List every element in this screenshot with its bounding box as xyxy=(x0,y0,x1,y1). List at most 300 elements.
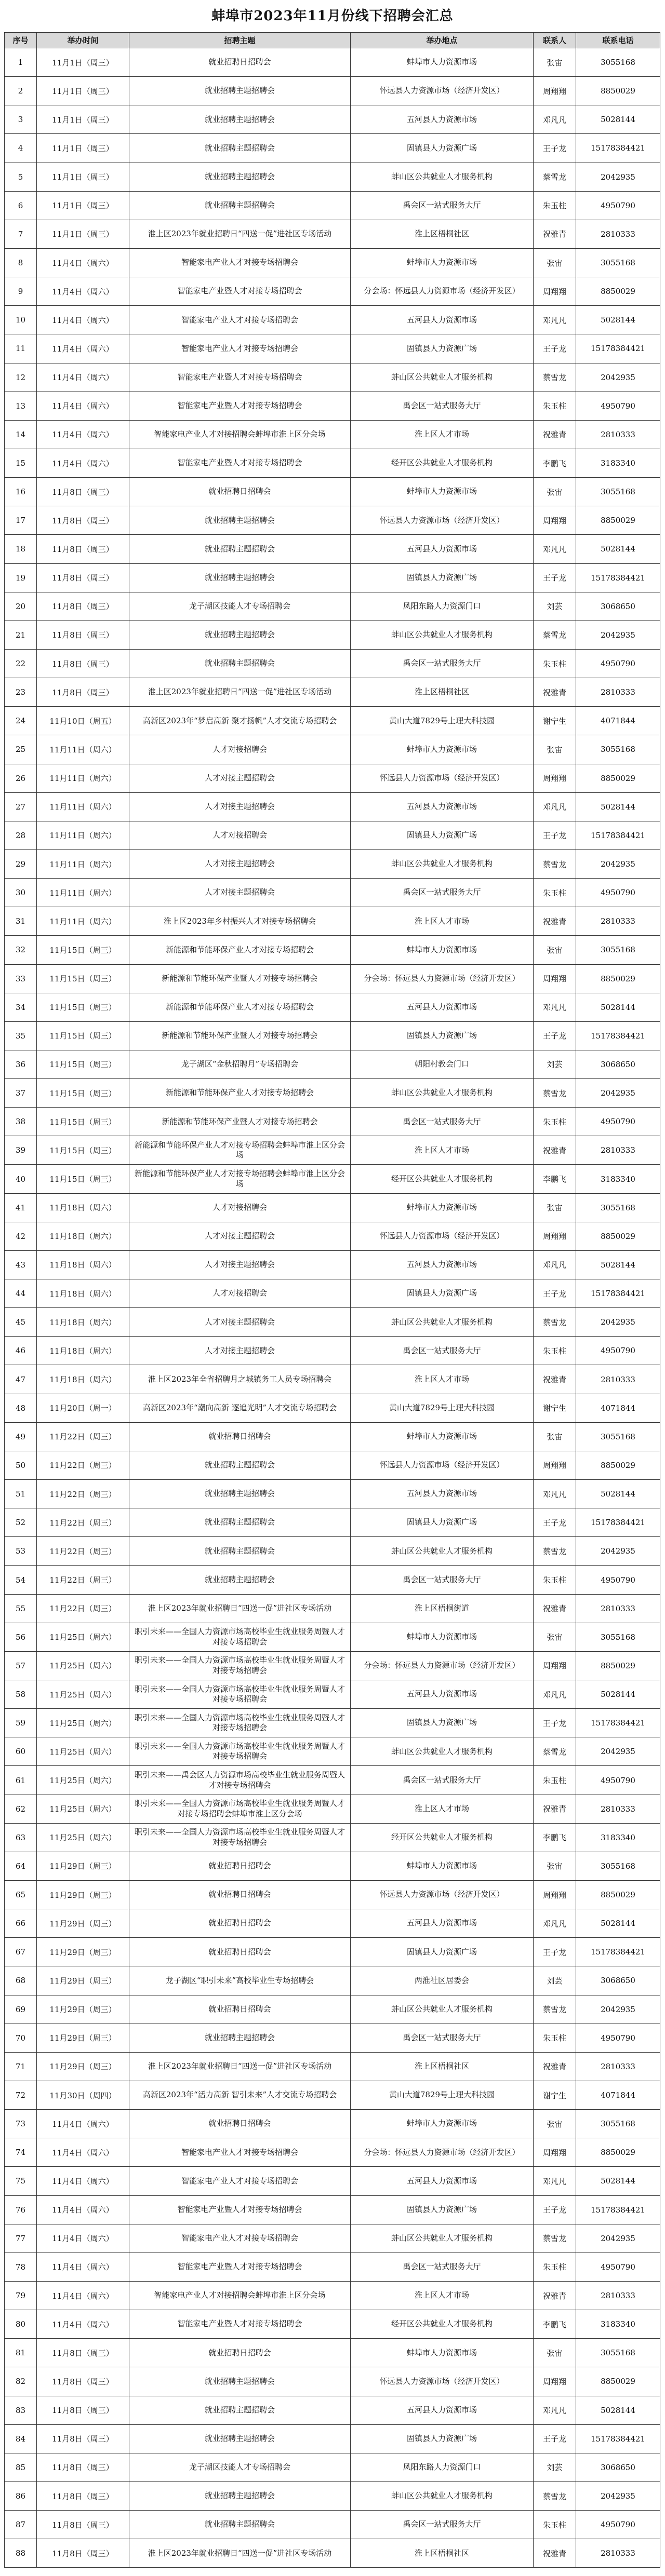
table-row xyxy=(5,2511,660,2539)
cell-phone: 2042935 xyxy=(576,1308,660,1337)
cell-venue: 怀远县人力资源市场（经济开发区） xyxy=(351,764,534,792)
cell-seq: 81 xyxy=(5,2339,37,2367)
cell-venue: 固镇县人力资源广场 xyxy=(351,1709,534,1737)
cell-seq: 36 xyxy=(5,1050,37,1078)
cell-topic: 就业招聘主题招聘会 xyxy=(129,105,351,134)
cell-time: 11月11日（周六） xyxy=(37,792,129,821)
cell-venue: 淮上区人才市场 xyxy=(351,2281,534,2310)
cell-seq: 4 xyxy=(5,134,37,163)
cell-contact: 祝雅青 xyxy=(534,1365,576,1394)
table-row xyxy=(5,1365,660,1394)
table-row xyxy=(5,535,660,563)
cell-time: 11月8日（周三） xyxy=(37,2424,129,2453)
cell-time: 11月1日（周三） xyxy=(37,134,129,163)
cell-contact: 邓凡凡 xyxy=(534,993,576,1021)
cell-time: 11月4日（周六） xyxy=(37,363,129,392)
cell-contact: 蔡雪龙 xyxy=(534,2481,576,2510)
cell-time: 11月4日（周六） xyxy=(37,420,129,449)
cell-seq: 57 xyxy=(5,1651,37,1680)
cell-time: 11月8日（周三） xyxy=(37,678,129,707)
cell-phone: 8850029 xyxy=(576,506,660,535)
table-row xyxy=(5,1651,660,1680)
cell-seq: 88 xyxy=(5,2539,37,2568)
cell-phone: 4950790 xyxy=(576,1337,660,1365)
cell-venue: 蚌山区公共就业人才服务机构 xyxy=(351,621,534,649)
table-row xyxy=(5,678,660,707)
cell-time: 11月18日（周六） xyxy=(37,1279,129,1308)
cell-contact: 张宙 xyxy=(534,48,576,77)
cell-phone: 2042935 xyxy=(576,1737,660,1766)
cell-topic: 龙子湖区“职引未来”高校毕业生专场招聘会 xyxy=(129,1966,351,1995)
cell-seq: 39 xyxy=(5,1136,37,1165)
cell-phone: 2042935 xyxy=(576,621,660,649)
cell-venue: 禹会区一站式服务大厅 xyxy=(351,1566,534,1594)
cell-topic: 淮上区2023年全省招聘月之城镇务工人员专场招聘会 xyxy=(129,1365,351,1394)
cell-time: 11月29日（周三） xyxy=(37,1966,129,1995)
cell-phone: 5028144 xyxy=(576,2396,660,2424)
cell-contact: 王子龙 xyxy=(534,134,576,163)
cell-phone: 15178384421 xyxy=(576,1279,660,1308)
cell-venue: 固镇县人力资源广场 xyxy=(351,2195,534,2224)
cell-time: 11月30日（周四） xyxy=(37,2081,129,2109)
cell-seq: 72 xyxy=(5,2081,37,2109)
cell-topic: 龙子湖区技能人才专场招聘会 xyxy=(129,592,351,621)
cell-time: 11月22日（周三） xyxy=(37,1566,129,1594)
table-row xyxy=(5,334,660,363)
cell-time: 11月29日（周三） xyxy=(37,2024,129,2052)
cell-time: 11月25日（周六） xyxy=(37,1680,129,1709)
cell-venue: 禹会区一站式服务大厅 xyxy=(351,649,534,678)
cell-venue: 禹会区一站式服务大厅 xyxy=(351,1766,534,1795)
cell-contact: 周翔翔 xyxy=(534,1881,576,1909)
cell-seq: 56 xyxy=(5,1623,37,1651)
cell-contact: 蔡雪龙 xyxy=(534,2224,576,2253)
cell-contact: 朱玉柱 xyxy=(534,1108,576,1136)
cell-venue: 淮上区梧桐社区 xyxy=(351,678,534,707)
cell-contact: 蔡雪龙 xyxy=(534,1737,576,1766)
table-row xyxy=(5,2367,660,2396)
cell-topic: 智能家电产业暨人才对接专场招聘会 xyxy=(129,2310,351,2339)
table-row xyxy=(5,2052,660,2081)
cell-time: 11月29日（周三） xyxy=(37,1938,129,1966)
cell-venue: 蚌山区公共就业人才服务机构 xyxy=(351,1995,534,2024)
cell-venue: 蚌山区公共就业人才服务机构 xyxy=(351,1737,534,1766)
cell-time: 11月20日（周一） xyxy=(37,1394,129,1422)
cell-time: 11月18日（周六） xyxy=(37,1308,129,1337)
cell-venue: 蚌埠市人力资源市场 xyxy=(351,2110,534,2138)
cell-contact: 祝雅青 xyxy=(534,1136,576,1165)
cell-phone: 3068650 xyxy=(576,1050,660,1078)
cell-topic: 智能家电产业人才对接招聘会蚌埠市淮上区分会场 xyxy=(129,2281,351,2310)
table-row xyxy=(5,2081,660,2109)
cell-phone: 2810333 xyxy=(576,907,660,936)
cell-phone: 15178384421 xyxy=(576,1938,660,1966)
cell-time: 11月11日（周六） xyxy=(37,907,129,936)
cell-seq: 10 xyxy=(5,306,37,334)
table-row xyxy=(5,306,660,334)
cell-topic: 人才对接主题招聘会 xyxy=(129,1222,351,1250)
cell-phone: 8850029 xyxy=(576,1451,660,1479)
cell-phone: 5028144 xyxy=(576,1680,660,1709)
cell-topic: 就业招聘主题招聘会 xyxy=(129,2396,351,2424)
cell-time: 11月8日（周三） xyxy=(37,535,129,563)
cell-venue: 禹会区一站式服务大厅 xyxy=(351,2253,534,2281)
table-row xyxy=(5,1795,660,1823)
cell-topic: 智能家电产业暨人才对接专场招聘会 xyxy=(129,392,351,420)
cell-seq: 19 xyxy=(5,563,37,592)
cell-venue: 五河县人力资源市场 xyxy=(351,1680,534,1709)
cell-venue: 禹会区一站式服务大厅 xyxy=(351,2511,534,2539)
table-row xyxy=(5,1737,660,1766)
cell-venue: 怀远县人力资源市场（经济开发区） xyxy=(351,506,534,535)
cell-seq: 67 xyxy=(5,1938,37,1966)
cell-topic: 淮上区2023年就业招聘日“四送一促”进社区专场活动 xyxy=(129,2052,351,2081)
cell-topic: 新能源和节能环保产业暨人才对接专场招聘会 xyxy=(129,964,351,993)
cell-phone: 15178384421 xyxy=(576,1021,660,1050)
cell-venue: 蚌山区公共就业人才服务机构 xyxy=(351,2224,534,2253)
cell-topic: 就业招聘主题招聘会 xyxy=(129,1508,351,1537)
cell-topic: 就业招聘日招聘会 xyxy=(129,1422,351,1451)
table-row xyxy=(5,2481,660,2510)
cell-contact: 朱玉柱 xyxy=(534,392,576,420)
cell-seq: 16 xyxy=(5,478,37,506)
cell-contact: 王子龙 xyxy=(534,563,576,592)
cell-seq: 68 xyxy=(5,1966,37,1995)
cell-venue: 黄山大道7829号上理大科技园 xyxy=(351,1394,534,1422)
cell-contact: 王子龙 xyxy=(534,2424,576,2453)
cell-venue: 固镇县人力资源广场 xyxy=(351,2424,534,2453)
cell-venue: 分会场：怀远县人力资源市场（经济开发区） xyxy=(351,964,534,993)
cell-contact: 刘芸 xyxy=(534,2453,576,2481)
cell-time: 11月29日（周三） xyxy=(37,2052,129,2081)
cell-phone: 5028144 xyxy=(576,2167,660,2195)
table-row xyxy=(5,1823,660,1852)
cell-venue: 经开区公共就业人才服务机构 xyxy=(351,1165,534,1193)
cell-phone: 5028144 xyxy=(576,1480,660,1508)
cell-seq: 28 xyxy=(5,821,37,849)
cell-venue: 禹会区一站式服务大厅 xyxy=(351,191,534,220)
cell-seq: 51 xyxy=(5,1480,37,1508)
table-row xyxy=(5,1680,660,1709)
table-row xyxy=(5,2167,660,2195)
table-row xyxy=(5,1766,660,1795)
cell-time: 11月25日（周六） xyxy=(37,1651,129,1680)
cell-contact: 朱玉柱 xyxy=(534,2024,576,2052)
cell-venue: 蚌山区公共就业人才服务机构 xyxy=(351,2481,534,2510)
cell-venue: 禹会区一站式服务大厅 xyxy=(351,1108,534,1136)
cell-topic: 就业招聘主题招聘会 xyxy=(129,621,351,649)
table-row xyxy=(5,993,660,1021)
cell-phone: 8850029 xyxy=(576,764,660,792)
cell-contact: 邓凡凡 xyxy=(534,105,576,134)
cell-seq: 25 xyxy=(5,735,37,764)
cell-topic: 淮上区2023年就业招聘日“四送一促”进社区专场活动 xyxy=(129,1594,351,1623)
cell-contact: 邓凡凡 xyxy=(534,306,576,334)
cell-venue: 蚌埠市人力资源市场 xyxy=(351,735,534,764)
cell-topic: 智能家电产业人才对接专场招聘会 xyxy=(129,2224,351,2253)
header-topic: 招聘主题 xyxy=(129,33,351,48)
table-row xyxy=(5,764,660,792)
table-row xyxy=(5,1165,660,1193)
cell-topic: 就业招聘日招聘会 xyxy=(129,1852,351,1880)
cell-topic: 职引未来——全国人力资源市场高校毕业生就业服务周暨人才对接专场招聘会蚌埠市淮上区分会场 xyxy=(129,1795,351,1823)
cell-phone: 2042935 xyxy=(576,2481,660,2510)
cell-contact: 王子龙 xyxy=(534,1021,576,1050)
cell-seq: 66 xyxy=(5,1909,37,1938)
cell-seq: 85 xyxy=(5,2453,37,2481)
cell-contact: 邓凡凡 xyxy=(534,1680,576,1709)
cell-time: 11月4日（周六） xyxy=(37,334,129,363)
cell-seq: 38 xyxy=(5,1108,37,1136)
cell-seq: 52 xyxy=(5,1508,37,1537)
cell-venue: 五河县人力资源市场 xyxy=(351,306,534,334)
cell-time: 11月8日（周三） xyxy=(37,649,129,678)
cell-contact: 李鹏飞 xyxy=(534,1165,576,1193)
cell-contact: 王子龙 xyxy=(534,1938,576,1966)
cell-time: 11月15日（周三） xyxy=(37,964,129,993)
cell-phone: 4071844 xyxy=(576,1394,660,1422)
cell-seq: 6 xyxy=(5,191,37,220)
cell-contact: 谢宁生 xyxy=(534,707,576,735)
cell-phone: 15178384421 xyxy=(576,2424,660,2453)
cell-contact: 朱玉柱 xyxy=(534,649,576,678)
cell-venue: 经开区公共就业人才服务机构 xyxy=(351,449,534,477)
cell-time: 11月11日（周六） xyxy=(37,879,129,907)
cell-contact: 周翔翔 xyxy=(534,1222,576,1250)
table-row xyxy=(5,592,660,621)
cell-topic: 智能家电产业暨人才对接专场招聘会 xyxy=(129,277,351,306)
cell-contact: 蔡雪龙 xyxy=(534,1308,576,1337)
cell-time: 11月4日（周六） xyxy=(37,2281,129,2310)
cell-contact: 张宙 xyxy=(534,735,576,764)
cell-contact: 朱玉柱 xyxy=(534,1337,576,1365)
cell-time: 11月18日（周六） xyxy=(37,1250,129,1279)
cell-time: 11月4日（周六） xyxy=(37,2224,129,2253)
cell-time: 11月4日（周六） xyxy=(37,2253,129,2281)
table-row xyxy=(5,792,660,821)
cell-venue: 禹会区一站式服务大厅 xyxy=(351,392,534,420)
cell-seq: 14 xyxy=(5,420,37,449)
table-row xyxy=(5,1966,660,1995)
table-row xyxy=(5,964,660,993)
cell-contact: 朱玉柱 xyxy=(534,2253,576,2281)
cell-contact: 周翔翔 xyxy=(534,964,576,993)
cell-contact: 王子龙 xyxy=(534,1279,576,1308)
cell-phone: 8850029 xyxy=(576,2138,660,2167)
cell-time: 11月15日（周三） xyxy=(37,993,129,1021)
cell-topic: 就业招聘主题招聘会 xyxy=(129,1451,351,1479)
cell-phone: 15178384421 xyxy=(576,1709,660,1737)
table-row xyxy=(5,2224,660,2253)
cell-contact: 周翔翔 xyxy=(534,2138,576,2167)
cell-topic: 淮上区2023年就业招聘日“四送一促”进社区专场活动 xyxy=(129,2539,351,2568)
cell-phone: 3055168 xyxy=(576,48,660,77)
cell-phone: 2810333 xyxy=(576,1136,660,1165)
table-row xyxy=(5,2539,660,2568)
cell-venue: 蚌埠市人力资源市场 xyxy=(351,248,534,277)
table-row xyxy=(5,2110,660,2138)
cell-seq: 24 xyxy=(5,707,37,735)
cell-venue: 固镇县人力资源广场 xyxy=(351,563,534,592)
cell-contact: 蔡雪龙 xyxy=(534,363,576,392)
cell-phone: 8850029 xyxy=(576,2367,660,2396)
table-row xyxy=(5,621,660,649)
cell-contact: 邓凡凡 xyxy=(534,1480,576,1508)
cell-time: 11月11日（周六） xyxy=(37,764,129,792)
cell-topic: 人才对接招聘会 xyxy=(129,735,351,764)
table-row xyxy=(5,1337,660,1365)
cell-venue: 五河县人力资源市场 xyxy=(351,1909,534,1938)
cell-phone: 2810333 xyxy=(576,678,660,707)
cell-venue: 禹会区一站式服务大厅 xyxy=(351,879,534,907)
cell-topic: 就业招聘主题招聘会 xyxy=(129,506,351,535)
cell-seq: 70 xyxy=(5,2024,37,2052)
cell-time: 11月15日（周三） xyxy=(37,1108,129,1136)
cell-time: 11月22日（周三） xyxy=(37,1480,129,1508)
table-row xyxy=(5,879,660,907)
cell-venue: 淮上区梧桐社区 xyxy=(351,2052,534,2081)
cell-topic: 新能源和节能环保产业人才对接专场招聘会 xyxy=(129,993,351,1021)
table-row xyxy=(5,1136,660,1165)
cell-topic: 人才对接招聘会 xyxy=(129,1279,351,1308)
cell-venue: 蚌山区公共就业人才服务机构 xyxy=(351,1308,534,1337)
cell-contact: 朱玉柱 xyxy=(534,191,576,220)
table-row xyxy=(5,277,660,306)
cell-venue: 五河县人力资源市场 xyxy=(351,1250,534,1279)
cell-seq: 61 xyxy=(5,1766,37,1795)
table-row xyxy=(5,563,660,592)
cell-topic: 就业招聘日招聘会 xyxy=(129,2110,351,2138)
cell-contact: 周翔翔 xyxy=(534,1451,576,1479)
cell-time: 11月1日（周三） xyxy=(37,191,129,220)
cell-phone: 15178384421 xyxy=(576,2195,660,2224)
cell-venue: 两淮社区居委会 xyxy=(351,1966,534,1995)
table-row xyxy=(5,1566,660,1594)
table-row xyxy=(5,1881,660,1909)
cell-seq: 22 xyxy=(5,649,37,678)
table-row xyxy=(5,1508,660,1537)
cell-topic: 就业招聘主题招聘会 xyxy=(129,535,351,563)
cell-time: 11月25日（周六） xyxy=(37,1823,129,1852)
cell-venue: 淮上区梧桐社区 xyxy=(351,220,534,248)
cell-time: 11月8日（周三） xyxy=(37,563,129,592)
cell-topic: 就业招聘主题招聘会 xyxy=(129,649,351,678)
cell-venue: 蚌埠市人力资源市场 xyxy=(351,936,534,964)
cell-topic: 就业招聘主题招聘会 xyxy=(129,163,351,191)
cell-topic: 职引未来——全国人力资源市场高校毕业生就业服务周暨人才对接专场招聘会 xyxy=(129,1651,351,1680)
cell-contact: 周翔翔 xyxy=(534,764,576,792)
cell-time: 11月8日（周三） xyxy=(37,592,129,621)
cell-seq: 86 xyxy=(5,2481,37,2510)
cell-topic: 智能家电产业暨人才对接专场招聘会 xyxy=(129,363,351,392)
cell-topic: 就业招聘日招聘会 xyxy=(129,1909,351,1938)
table-body xyxy=(5,48,660,2568)
cell-venue: 怀远县人力资源市场（经济开发区） xyxy=(351,1881,534,1909)
cell-topic: 人才对接招聘会 xyxy=(129,821,351,849)
cell-topic: 新能源和节能环保产业人才对接专场招聘会蚌埠市淮上区分会场 xyxy=(129,1165,351,1193)
cell-topic: 就业招聘日招聘会 xyxy=(129,1995,351,2024)
cell-time: 11月25日（周六） xyxy=(37,1623,129,1651)
cell-time: 11月1日（周三） xyxy=(37,105,129,134)
cell-contact: 王子龙 xyxy=(534,821,576,849)
cell-seq: 54 xyxy=(5,1566,37,1594)
cell-seq: 84 xyxy=(5,2424,37,2453)
cell-contact: 张宙 xyxy=(534,1422,576,1451)
cell-seq: 30 xyxy=(5,879,37,907)
cell-phone: 3055168 xyxy=(576,248,660,277)
cell-phone: 2042935 xyxy=(576,1537,660,1566)
cell-phone: 5028144 xyxy=(576,105,660,134)
cell-topic: 人才对接主题招聘会 xyxy=(129,849,351,878)
cell-venue: 淮上区梧桐街道 xyxy=(351,1594,534,1623)
cell-seq: 63 xyxy=(5,1823,37,1852)
cell-venue: 五河县人力资源市场 xyxy=(351,1480,534,1508)
cell-topic: 人才对接主题招聘会 xyxy=(129,879,351,907)
cell-seq: 2 xyxy=(5,77,37,105)
cell-seq: 35 xyxy=(5,1021,37,1050)
cell-seq: 18 xyxy=(5,535,37,563)
cell-topic: 人才对接主题招聘会 xyxy=(129,764,351,792)
cell-seq: 8 xyxy=(5,248,37,277)
cell-contact: 祝雅青 xyxy=(534,2539,576,2568)
table-row xyxy=(5,2396,660,2424)
cell-topic: 新能源和节能环保产业人才对接专场招聘会 xyxy=(129,1079,351,1108)
cell-venue: 经开区公共就业人才服务机构 xyxy=(351,2310,534,2339)
cell-topic: 新能源和节能环保产业暨人才对接专场招聘会 xyxy=(129,1021,351,1050)
cell-seq: 46 xyxy=(5,1337,37,1365)
cell-time: 11月18日（周六） xyxy=(37,1365,129,1394)
cell-venue: 禹会区一站式服务大厅 xyxy=(351,1337,534,1365)
cell-topic: 就业招聘主题招聘会 xyxy=(129,1566,351,1594)
table-row xyxy=(5,449,660,477)
cell-time: 11月25日（周六） xyxy=(37,1766,129,1795)
cell-topic: 就业招聘主题招聘会 xyxy=(129,2024,351,2052)
cell-phone: 2042935 xyxy=(576,1079,660,1108)
cell-seq: 11 xyxy=(5,334,37,363)
table-row xyxy=(5,2024,660,2052)
cell-topic: 智能家电产业暨人才对接专场招聘会 xyxy=(129,2253,351,2281)
cell-seq: 69 xyxy=(5,1995,37,2024)
cell-topic: 职引未来——禹会区人力资源市场高校毕业生就业服务周暨人才对接专场招聘会 xyxy=(129,1766,351,1795)
cell-contact: 蔡雪龙 xyxy=(534,1079,576,1108)
cell-time: 11月4日（周六） xyxy=(37,306,129,334)
cell-seq: 64 xyxy=(5,1852,37,1880)
cell-contact: 祝雅青 xyxy=(534,1795,576,1823)
cell-topic: 就业招聘主题招聘会 xyxy=(129,563,351,592)
cell-contact: 祝雅青 xyxy=(534,1594,576,1623)
cell-phone: 4071844 xyxy=(576,2081,660,2109)
cell-seq: 31 xyxy=(5,907,37,936)
cell-topic: 人才对接主题招聘会 xyxy=(129,1308,351,1337)
cell-phone: 4950790 xyxy=(576,649,660,678)
table-row xyxy=(5,1422,660,1451)
table-row xyxy=(5,392,660,420)
cell-time: 11月4日（周六） xyxy=(37,248,129,277)
cell-phone: 4950790 xyxy=(576,1566,660,1594)
cell-phone: 5028144 xyxy=(576,535,660,563)
cell-topic: 人才对接主题招聘会 xyxy=(129,1250,351,1279)
cell-contact: 周翔翔 xyxy=(534,1651,576,1680)
cell-time: 11月18日（周六） xyxy=(37,1193,129,1222)
cell-topic: 就业招聘日招聘会 xyxy=(129,48,351,77)
table-row xyxy=(5,849,660,878)
table-row xyxy=(5,735,660,764)
cell-time: 11月8日（周三） xyxy=(37,621,129,649)
cell-seq: 32 xyxy=(5,936,37,964)
cell-venue: 固镇县人力资源广场 xyxy=(351,1021,534,1050)
table-row xyxy=(5,506,660,535)
table-row xyxy=(5,363,660,392)
